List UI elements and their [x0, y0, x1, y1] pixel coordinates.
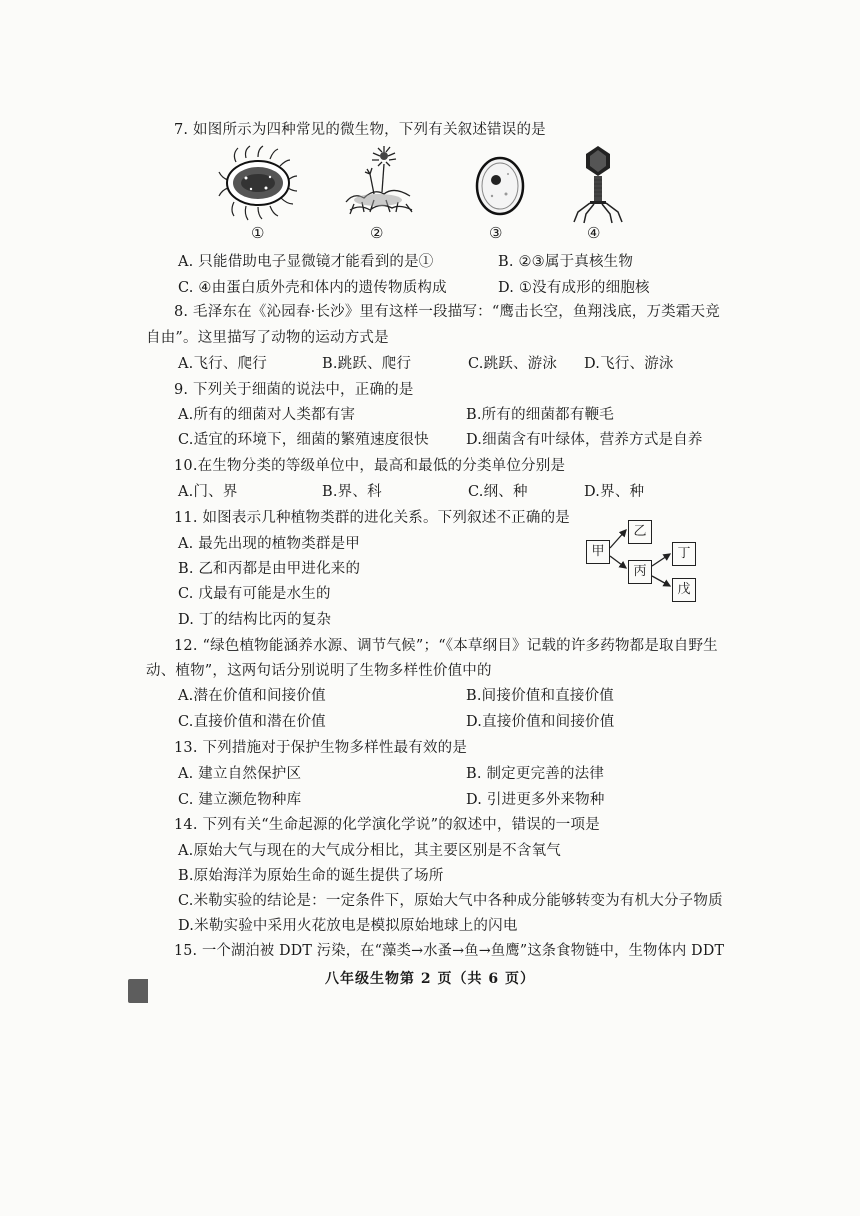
bacteriophage-icon — [568, 144, 628, 224]
tree-node-jia: 甲 — [586, 540, 610, 564]
q11-option-b: B. 乙和丙都是由甲进化来的 — [178, 561, 361, 577]
q14-option-d: D.米勒实验中采用火花放电是模拟原始地球上的闪电 — [178, 918, 518, 934]
q12-stem-line1: 12. “绿色植物能涵养水源、调节气候”；“《本草纲目》记载的许多药物都是取自野生 — [174, 638, 718, 654]
plant-evolution-diagram — [582, 516, 702, 606]
tree-node-yi: 乙 — [628, 520, 652, 544]
tree-node-bing: 丙 — [628, 560, 652, 584]
yeast-icon — [470, 144, 530, 224]
q13-option-c: C. 建立濒危物种库 — [178, 792, 302, 808]
q11-option-c: C. 戊最有可能是水生的 — [178, 586, 331, 602]
q8-stem-line2: 自由”。这里描写了动物的运动方式是 — [146, 330, 389, 346]
figure-label-4: ④ — [587, 224, 601, 242]
q12-option-c: C.直接价值和潜在价值 — [178, 714, 326, 730]
q7-stem: 7. 如图所示为四种常见的微生物，下列有关叙述错误的是 — [174, 122, 546, 138]
q7-option-b: B. ②③属于真核生物 — [498, 254, 634, 270]
bacterium-icon — [218, 144, 298, 224]
page-corner-mark — [128, 979, 148, 1003]
q9-stem: 9. 下列关于细菌的说法中，正确的是 — [174, 382, 414, 398]
q11-option-d: D. 丁的结构比丙的复杂 — [178, 612, 332, 628]
q10-option-a: A.门、界 — [178, 484, 238, 500]
q8-option-a: A.飞行、爬行 — [178, 356, 267, 372]
figure-label-2: ② — [370, 224, 384, 242]
q12-stem-line2: 动、植物”，这两句话分别说明了生物多样性价值中的 — [146, 663, 492, 679]
q15-stem: 15. 一个湖泊被 DDT 污染，在“藻类→水蚤→鱼→鱼鹰”这条食物链中，生物体内 DDT — [174, 943, 725, 959]
mold-figure — [340, 144, 420, 244]
q10-stem: 10.在生物分类的等级单位中，最高和最低的分类单位分别是 — [174, 458, 566, 474]
q9-option-d: D.细菌含有叶绿体，营养方式是自养 — [466, 432, 703, 448]
virus-figure — [568, 144, 628, 244]
q12-option-d: D.直接价值和间接价值 — [466, 714, 615, 730]
q8-option-c: C.跳跃、游泳 — [468, 356, 558, 372]
mold-icon — [340, 144, 420, 224]
q14-stem: 14. 下列有关“生命起源的化学演化学说”的叙述中，错误的一项是 — [174, 817, 600, 833]
q12-option-b: B.间接价值和直接价值 — [466, 688, 614, 704]
q9-option-a: A.所有的细菌对人类都有害 — [178, 407, 356, 423]
q13-option-a: A. 建立自然保护区 — [178, 766, 302, 782]
q8-option-d: D.飞行、游泳 — [584, 356, 674, 372]
q9-option-b: B.所有的细菌都有鞭毛 — [466, 407, 614, 423]
q13-stem: 13. 下列措施对于保护生物多样性最有效的是 — [174, 740, 468, 756]
figure-label-1: ① — [251, 224, 265, 242]
q9-option-c: C.适宜的环境下，细菌的繁殖速度很快 — [178, 432, 429, 448]
q13-option-d: D. 引进更多外来物种 — [466, 792, 605, 808]
q10-option-d: D.界、种 — [584, 484, 645, 500]
bacterium-figure — [218, 144, 298, 244]
q7-option-d: D. ①没有成形的细胞核 — [498, 280, 650, 296]
tree-node-ding: 丁 — [672, 542, 696, 566]
q7-figures — [218, 144, 638, 244]
tree-node-wu: 戊 — [672, 578, 696, 602]
figure-label-3: ③ — [489, 224, 503, 242]
q12-option-a: A.潜在价值和间接价值 — [178, 688, 326, 704]
q14-option-c: C.米勒实验的结论是：一定条件下，原始大气中各种成分能够转变为有机大分子物质 — [178, 893, 723, 909]
q14-option-b: B.原始海洋为原始生命的诞生提供了场所 — [178, 868, 444, 884]
q11-option-a: A. 最先出现的植物类群是甲 — [178, 536, 360, 552]
q11-stem: 11. 如图表示几种植物类群的进化关系。下列叙述不正确的是 — [174, 510, 570, 526]
yeast-figure — [470, 144, 530, 244]
q7-option-c: C. ④由蛋白质外壳和体内的遗传物质构成 — [178, 280, 447, 296]
q8-option-b: B.跳跃、爬行 — [322, 356, 412, 372]
q10-option-c: C.纲、种 — [468, 484, 528, 500]
page-footer: 八年级生物第 2 页（共 6 页） — [325, 971, 535, 987]
q14-option-a: A.原始大气与现在的大气成分相比，其主要区别是不含氧气 — [178, 843, 561, 859]
q8-stem-line1: 8. 毛泽东在《沁园春·长沙》里有这样一段描写：“鹰击长空，鱼翔浅底，万类霜天竞 — [174, 304, 720, 320]
q7-option-a: A. 只能借助电子显微镜才能看到的是① — [178, 254, 434, 270]
q13-option-b: B. 制定更完善的法律 — [466, 766, 605, 782]
q10-option-b: B.界、科 — [322, 484, 382, 500]
